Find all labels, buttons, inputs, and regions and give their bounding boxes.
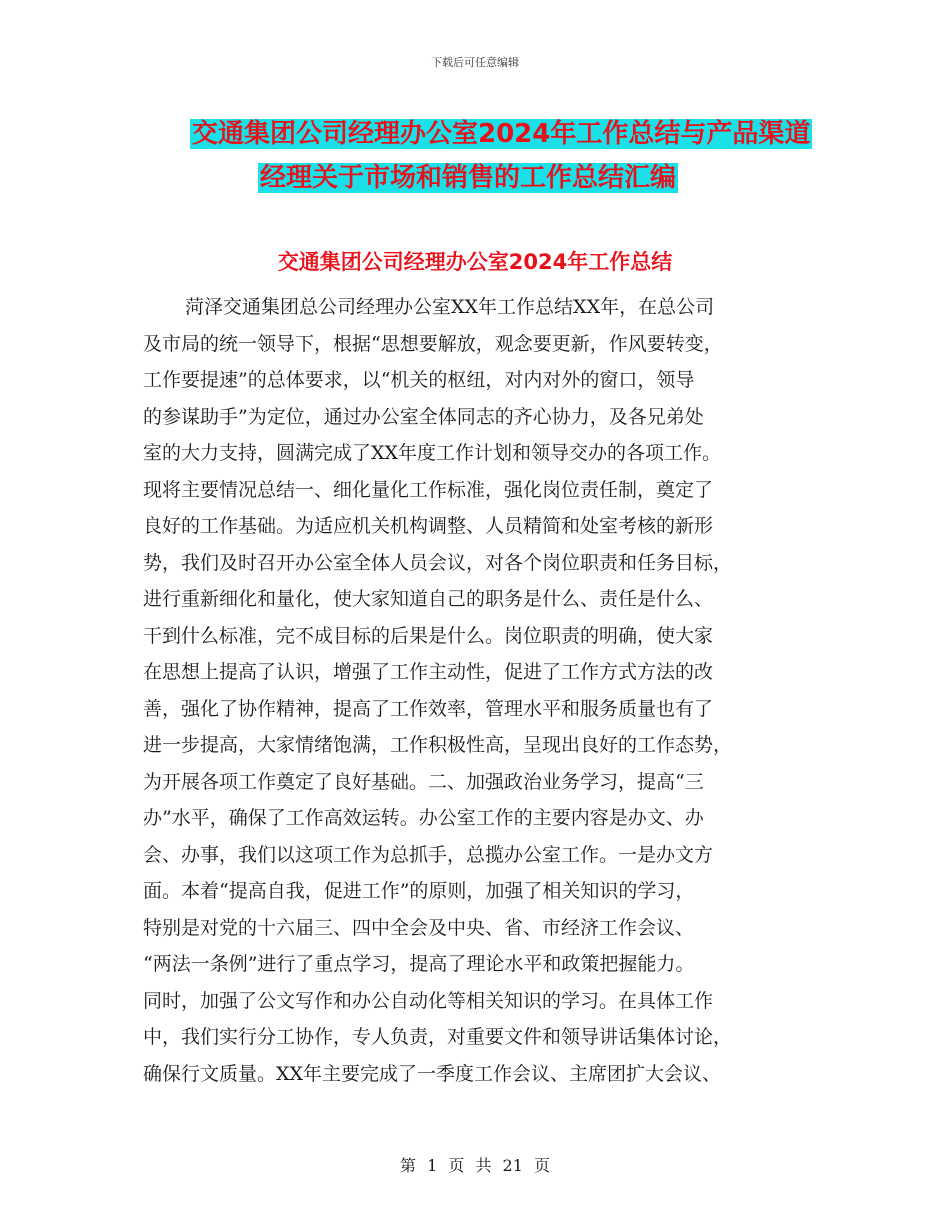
- section-title: 交通集团公司经理办公室2024年工作总结: [277, 250, 673, 274]
- body-line: 确保行文质量。XX年主要完成了一季度工作会议、主席团扩大会议、: [143, 1062, 722, 1085]
- body-line: 中，我们实行分工协作，专人负责，对重要文件和领导讲话集体讨论，: [143, 1026, 733, 1048]
- page-header: 下载后可任意编辑: [431, 56, 519, 69]
- body-line: 进一步提高，大家情绪饱满，工作积极性高，呈现出良好的工作态势，: [143, 734, 733, 756]
- body-line: 在思想上提高了认识，增强了工作主动性，促进了工作方式方法的改: [143, 661, 714, 683]
- body-line: 工作要提速”的总体要求，以“机关的枢纽，对内对外的窗口，领导: [143, 369, 695, 391]
- title-highlight-2: 经理关于市场和销售的工作总结汇编: [260, 163, 677, 193]
- document-title-line-1: [150, 112, 850, 156]
- body-line: 面。本着“提高自我，促进工作”的原则，加强了相关知识的学习，: [143, 880, 695, 902]
- document-title: [150, 112, 850, 200]
- body-line: 特别是对党的十六届三、四中全会及中央、省、市经济工作会议、: [143, 916, 695, 939]
- document-title-line-2: [150, 156, 850, 200]
- body-line: 的参谋助手”为定位，通过办公室全体同志的齐心协力，及各兄弟处: [143, 405, 704, 428]
- body-line: 办”水平，确保了工作高效运转。办公室工作的主要内容是办文、办: [143, 807, 704, 829]
- body-line: 会、办事，我们以这项工作为总抓手，总揽办公室工作。一是办文方: [143, 843, 714, 866]
- body-line: “两法一条例”进行了重点学习，提高了理论水平和政策把握能力。: [143, 953, 695, 975]
- body-line: 势，我们及时召开办公室全体人员会议，对各个岗位职责和任务目标，: [143, 551, 733, 574]
- body-line: 为开展各项工作奠定了良好基础。二、加强政治业务学习，提高“三: [143, 770, 704, 793]
- body-line: 善，强化了协作精神，提高了工作效率，管理水平和服务质量也有了: [143, 697, 714, 720]
- body-line: 良好的工作基础。为适应机关机构调整、人员精简和处室考核的新形: [143, 515, 714, 537]
- body-line: 现将主要情况总结一、细化量化工作标准，强化岗位责任制，奠定了: [143, 478, 714, 501]
- body-line: 室的大力支持，圆满完成了XX年度工作计划和领导交办的各项工作。: [143, 442, 722, 464]
- body-text: [143, 289, 809, 1092]
- page-number: 第 1 页 共 21 页: [400, 1156, 550, 1175]
- body-line: 及市局的统一领导下，根据“思想要解放，观念要更新，作风要转变，: [143, 332, 723, 355]
- body-line: 同时，加强了公文写作和办公自动化等相关知识的学习。在具体工作: [143, 989, 714, 1012]
- body-line: 干到什么标准，完不成目标的后果是什么。岗位职责的明确，使大家: [143, 624, 714, 647]
- body-line: 菏泽交通集团总公司经理办公室XX年工作总结XX年，在总公司: [185, 296, 715, 318]
- body-line: 进行重新细化和量化，使大家知道自己的职务是什么、责任是什么、: [143, 588, 714, 610]
- title-highlight-1: 交通集团公司经理办公室2024年工作总结与产品渠道: [192, 119, 811, 149]
